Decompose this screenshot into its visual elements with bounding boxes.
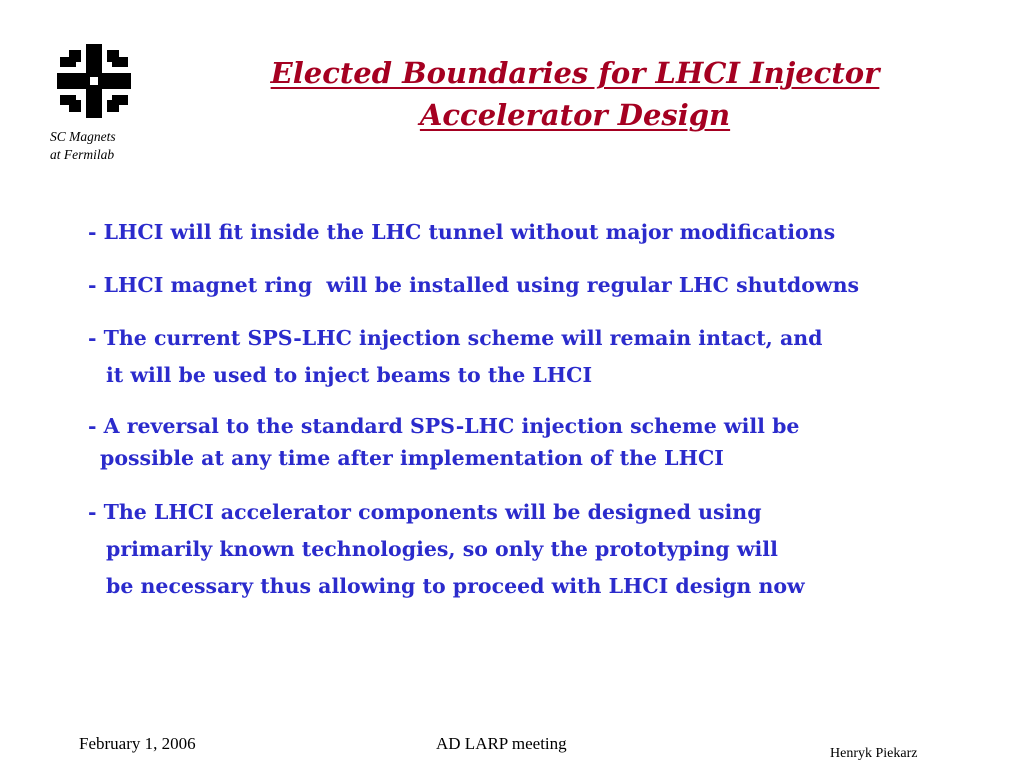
slide-title-line-2: Accelerator Design xyxy=(419,98,731,132)
slide-title-line-1: Elected Boundaries for LHCI Injector xyxy=(270,56,880,90)
bullet-line: possible at any time after implementation of the LHCI xyxy=(100,446,724,470)
fermilab-logo-graphic xyxy=(57,44,131,118)
slide-title xyxy=(200,52,950,136)
logo-caption-line-1: SC Magnets xyxy=(50,129,116,144)
bullet-item xyxy=(88,494,988,605)
bullet-line: - LHCI will fit inside the LHC tunnel without major modifications xyxy=(88,220,836,244)
bullet-line: - LHCI magnet ring will be installed using regular LHC shutdowns xyxy=(88,273,860,297)
footer-date: February 1, 2006 xyxy=(79,734,196,753)
footer-meeting: AD LARP meeting xyxy=(436,734,567,753)
bullet-line: - The LHCI accelerator components will be designed using xyxy=(88,500,762,524)
bullet-item xyxy=(88,214,988,251)
fermilab-logo-icon xyxy=(57,44,131,118)
bullet-line: - A reversal to the standard SPS-LHC injection scheme will be xyxy=(88,414,800,438)
logo-caption-line-2: at Fermilab xyxy=(50,147,115,162)
footer-author: Henryk Piekarz xyxy=(830,746,918,761)
bullet-item xyxy=(88,320,988,394)
bullet-item xyxy=(88,410,988,474)
bullet-line: be necessary thus allowing to proceed with LHCI design now xyxy=(106,574,805,598)
logo-caption xyxy=(50,128,142,164)
bullet-item xyxy=(88,267,988,304)
bullet-list xyxy=(88,214,988,605)
bullet-line: primarily known technologies, so only the prototyping will xyxy=(106,537,778,561)
bullet-line: it will be used to inject beams to the LHCI xyxy=(106,363,593,387)
bullet-line: - The current SPS-LHC injection scheme will remain intact, and xyxy=(88,326,823,350)
